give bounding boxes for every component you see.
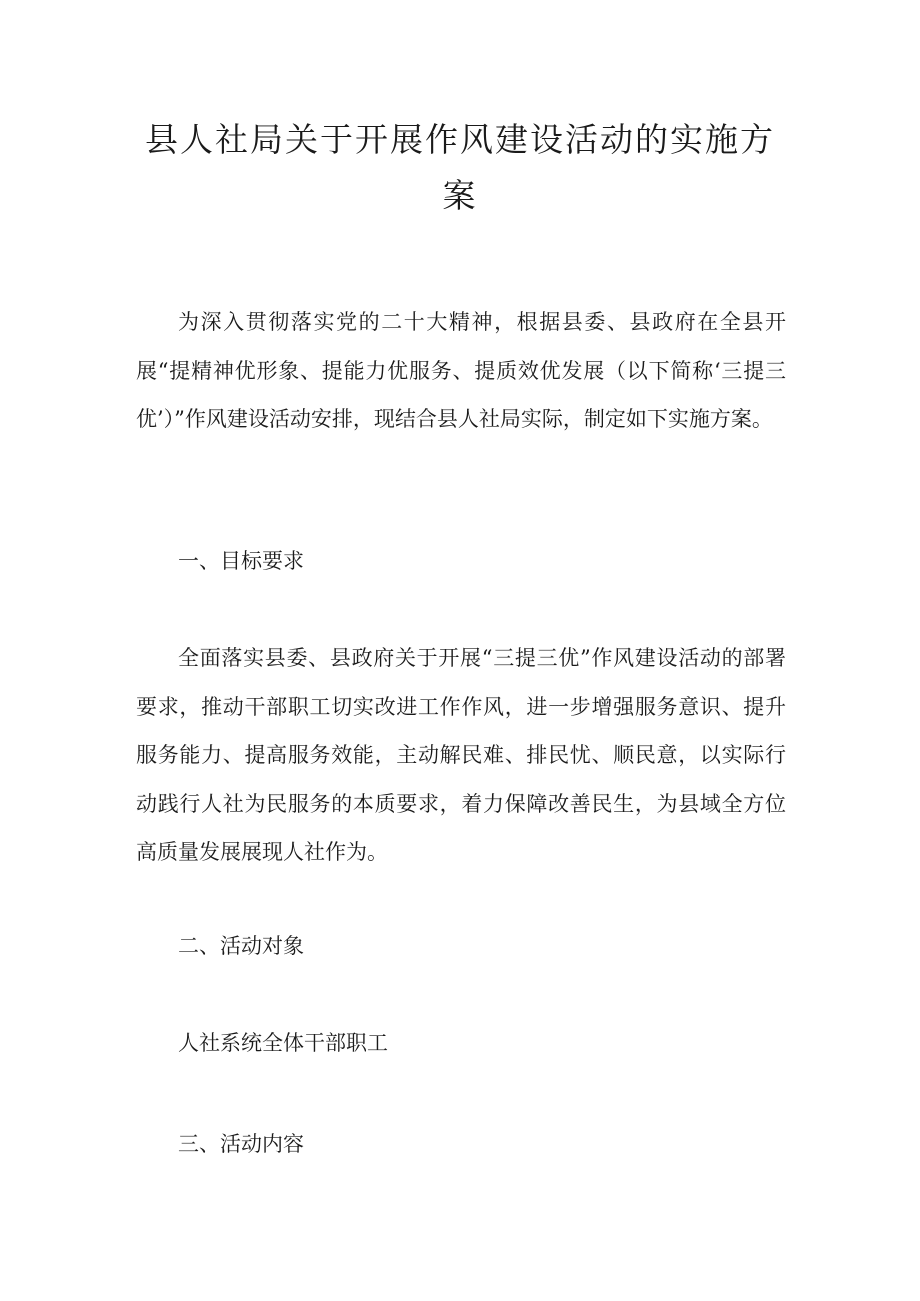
section-body-participants: 人社系统全体干部职工: [178, 1031, 388, 1055]
section-heading-content: 三、活动内容: [178, 1132, 304, 1156]
section-heading-goals: 一、目标要求: [178, 549, 304, 573]
document-title: 县人社局关于开展作风建设活动的实施方案: [145, 120, 775, 215]
section-body-goals: 全面落实县委、县政府关于开展“三提三优”作风建设活动的部署要求，推动干部职工切实改进工作作风，进一步增强服务意识、提升服务能力、提高服务效能，主动解民难、排民忧、顺民意，以实际行动践行人社为民服务的本质要求，着力保障改善民生，为县域全方位高质量发展展现人社作为。: [136, 646, 786, 864]
section-heading-participants: 二、活动对象: [178, 934, 304, 958]
intro-paragraph: 为深入贯彻落实党的二十大精神，根据县委、县政府在全县开展“提精神优形象、提能力优服务、提质效优发展（以下简称‘三提三优’）”作风建设活动安排，现结合县人社局实际，制定如下实施方案。: [136, 310, 786, 431]
